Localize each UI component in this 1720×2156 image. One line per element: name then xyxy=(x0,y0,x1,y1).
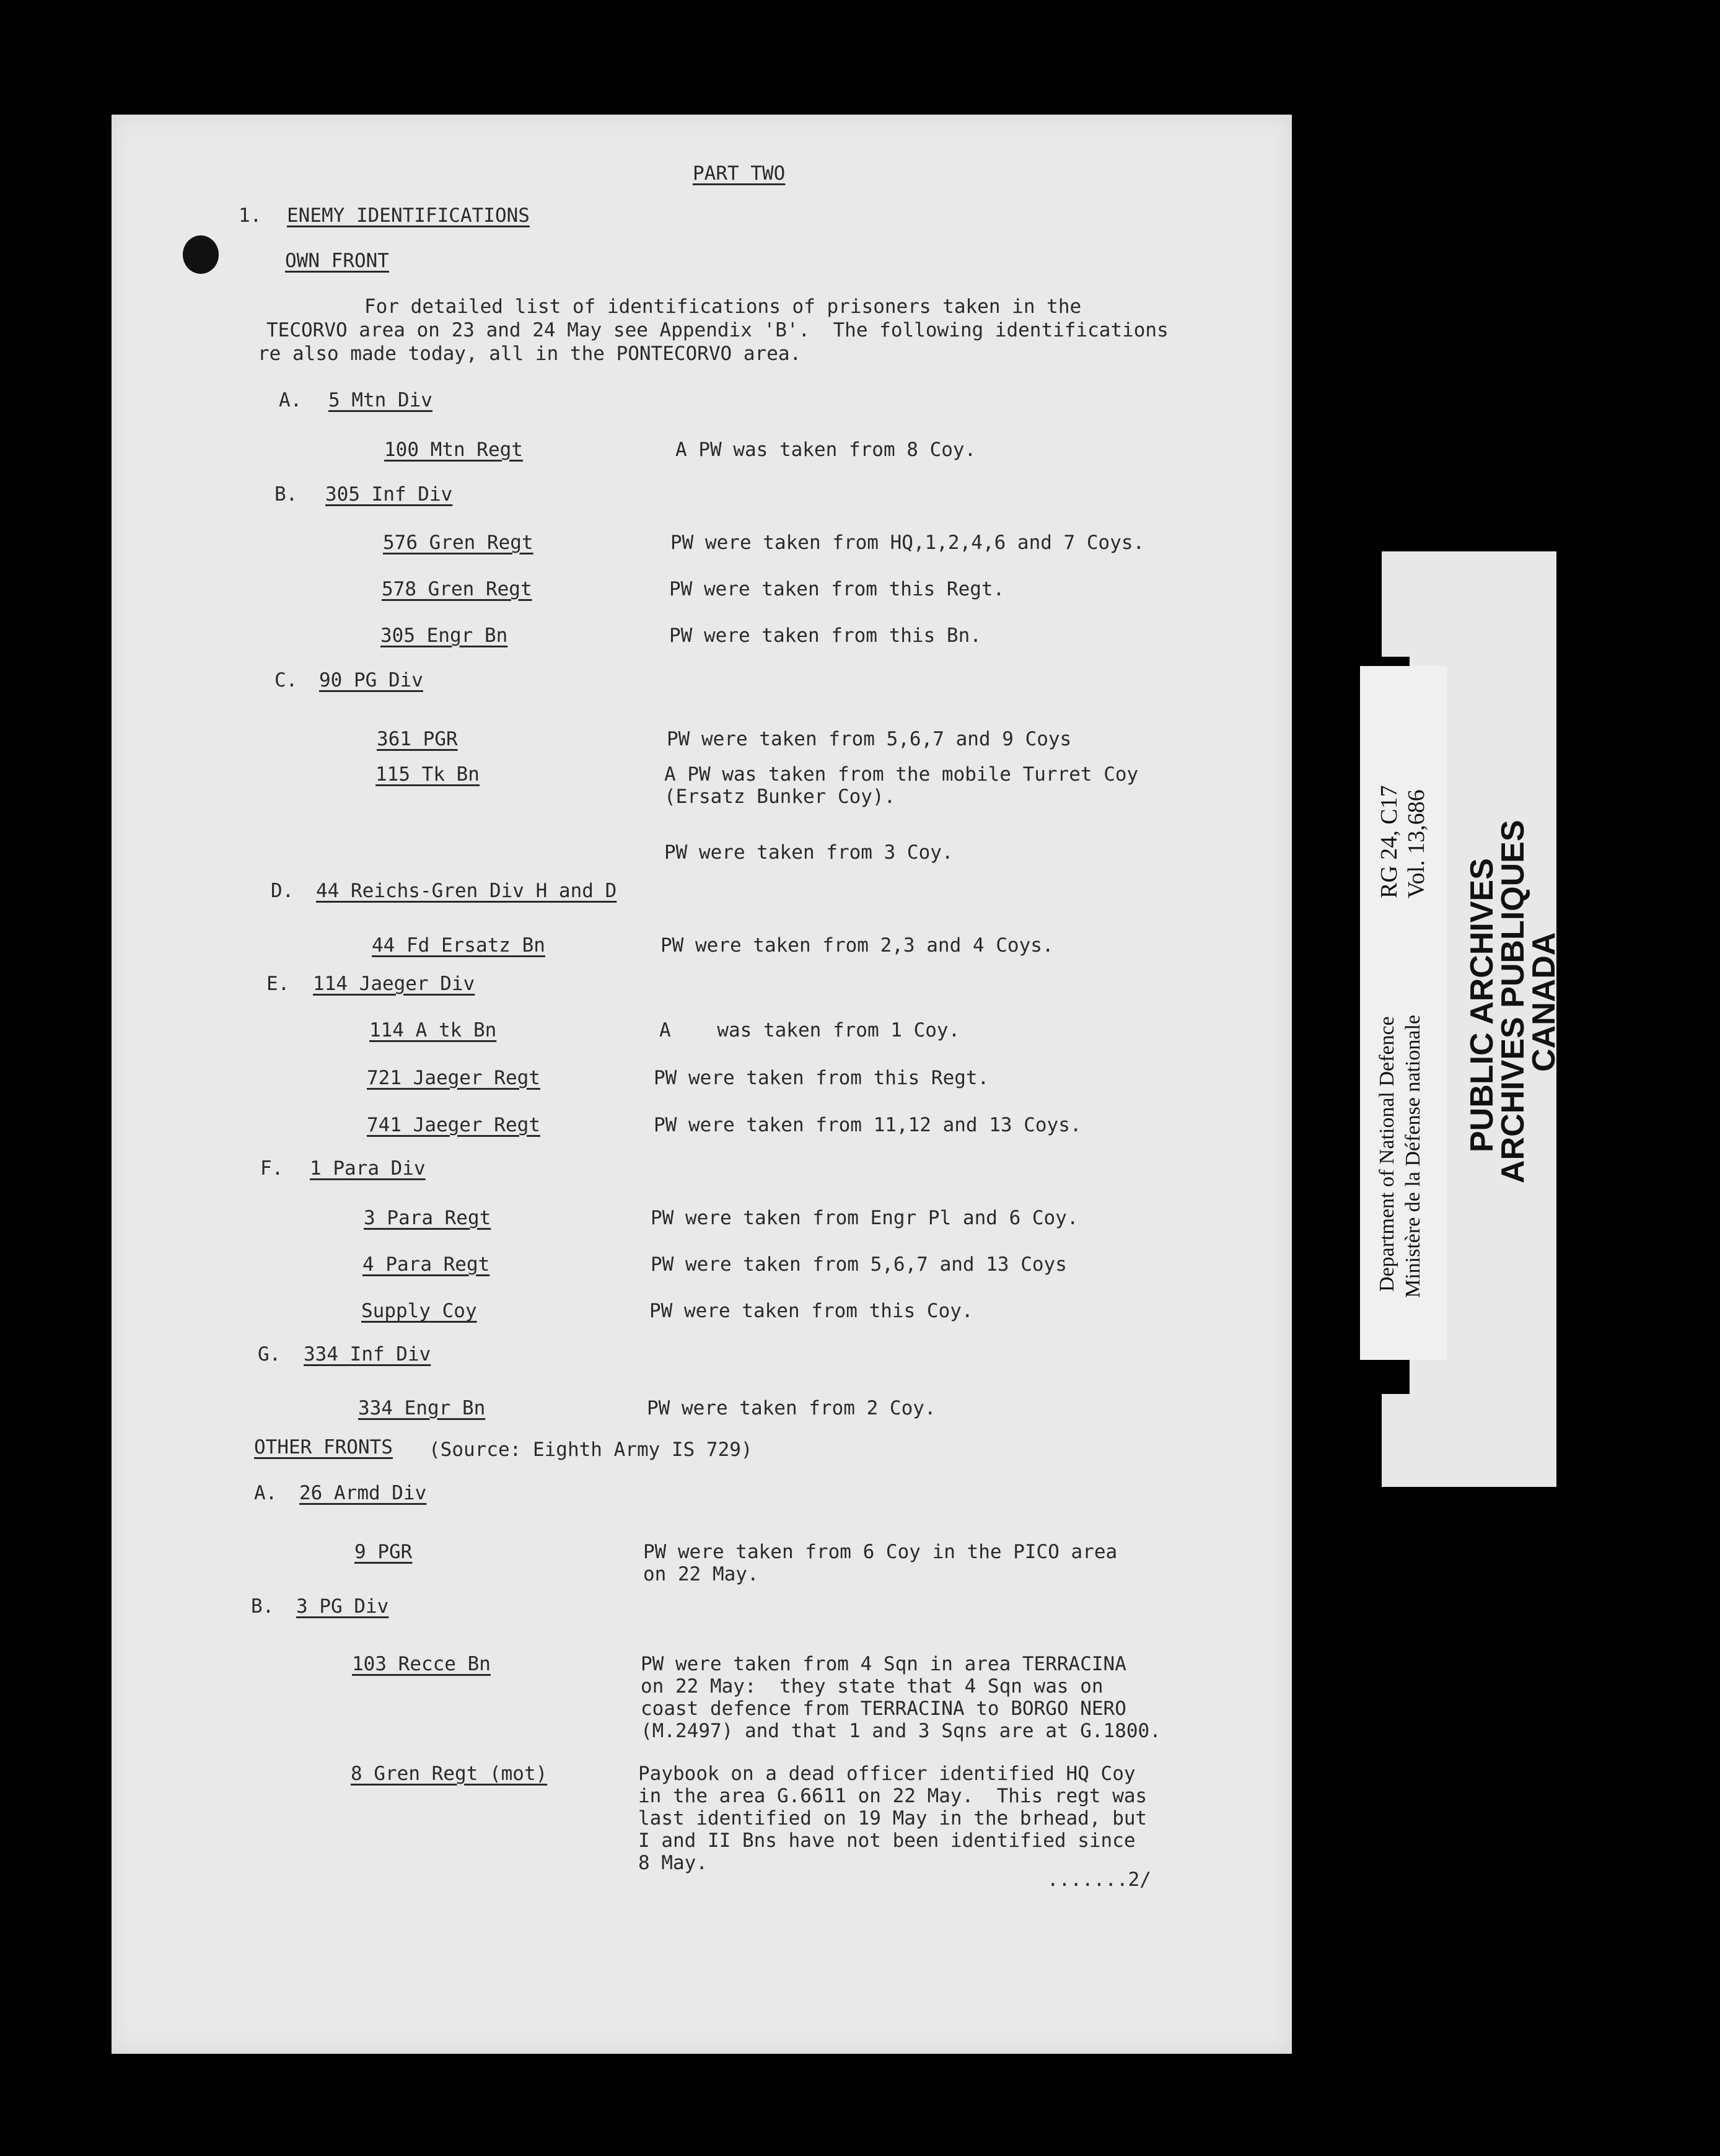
division-letter: G. xyxy=(258,1343,281,1365)
unit-name: 114 A tk Bn xyxy=(369,1019,497,1041)
archive-dept-fr: Ministère de la Défense nationale xyxy=(1402,1015,1424,1298)
unit-name: 578 Gren Regt xyxy=(382,578,532,600)
unit-note: in the area G.6611 on 22 May. This regt was xyxy=(638,1785,1147,1807)
unit-name: 44 Fd Ersatz Bn xyxy=(372,934,545,957)
division-name: 334 Inf Div xyxy=(304,1343,431,1365)
division-name: 90 PG Div xyxy=(319,669,423,691)
intro-line: TECORVO area on 23 and 24 May see Appendix 'B'. The following identifications xyxy=(266,319,1169,341)
section-number: 1. xyxy=(239,204,262,227)
unit-note: Paybook on a dead officer identified HQ Coy xyxy=(638,1763,1136,1785)
unit-note: PW were taken from 6 Coy in the PICO area xyxy=(643,1541,1118,1563)
unit-note: PW were taken from Engr Pl and 6 Coy. xyxy=(651,1207,1079,1229)
other-fronts-heading: OTHER FRONTS xyxy=(254,1436,393,1458)
unit-note: PW were taken from 2 Coy. xyxy=(647,1397,936,1419)
unit-note: A PW was taken from 8 Coy. xyxy=(675,439,976,461)
unit-note: PW were taken from HQ,1,2,4,6 and 7 Coys. xyxy=(670,532,1145,554)
section-title: ENEMY IDENTIFICATIONS xyxy=(287,204,530,227)
unit-note: last identified on 19 May in the brhead, but xyxy=(638,1807,1147,1830)
unit-note: PW were taken from 11,12 and 13 Coys. xyxy=(654,1114,1082,1136)
unit-note: PW were taken from 4 Sqn in area TERRACINA xyxy=(641,1653,1126,1675)
division-letter: F. xyxy=(260,1157,284,1180)
unit-note: PW were taken from 5,6,7 and 13 Coys xyxy=(651,1253,1067,1276)
unit-note: A PW was taken from the mobile Turret Coy xyxy=(664,763,1139,786)
unit-name: 741 Jaeger Regt xyxy=(367,1114,540,1136)
unit-name: 361 PGR xyxy=(377,728,458,750)
unit-note: PW were taken from 3 Coy. xyxy=(664,841,954,864)
archive-title-fr: ARCHIVES PUBLIQUES xyxy=(1495,820,1531,1183)
punch-hole xyxy=(183,235,219,274)
unit-name: 4 Para Regt xyxy=(362,1253,490,1276)
division-letter: B. xyxy=(251,1595,274,1618)
archive-ref-rg: RG 24, C17 xyxy=(1376,785,1402,898)
division-letter: A. xyxy=(279,389,302,411)
division-name: 3 PG Div xyxy=(296,1595,389,1618)
unit-note: I and II Bns have not been identified since xyxy=(638,1830,1136,1852)
unit-name: 9 PGR xyxy=(354,1541,413,1563)
continuation-marker: .......2/ xyxy=(1047,1869,1151,1891)
unit-note: PW were taken from 5,6,7 and 9 Coys xyxy=(667,728,1072,750)
unit-note: PW were taken from this Bn. xyxy=(669,624,981,647)
division-name: 114 Jaeger Div xyxy=(313,973,475,995)
unit-name: 305 Engr Bn xyxy=(380,624,508,647)
unit-note: PW were taken from this Regt. xyxy=(654,1067,989,1089)
unit-name: 3 Para Regt xyxy=(364,1207,491,1229)
unit-name: 576 Gren Regt xyxy=(383,532,533,554)
division-name: 305 Inf Div xyxy=(325,483,453,506)
division-letter: C. xyxy=(274,669,298,691)
unit-note: 8 May. xyxy=(638,1852,708,1874)
division-name: 44 Reichs-Gren Div H and D xyxy=(316,880,617,902)
unit-name: 8 Gren Regt (mot) xyxy=(351,1763,548,1785)
division-name: 26 Armd Div xyxy=(299,1482,427,1504)
archive-dept-en: Department of National Defence xyxy=(1376,1016,1398,1292)
unit-note: (M.2497) and that 1 and 3 Sqns are at G.1800. xyxy=(641,1720,1161,1742)
unit-note: PW were taken from 2,3 and 4 Coys. xyxy=(660,934,1054,957)
division-letter: D. xyxy=(271,880,294,902)
archive-title-en: PUBLIC ARCHIVES xyxy=(1464,858,1500,1152)
archive-ref-vol: Vol. 13,686 xyxy=(1403,789,1429,898)
division-letter: E. xyxy=(266,973,290,995)
intro-line: For detailed list of identifications of prisoners taken in the xyxy=(364,296,1082,318)
unit-note: PW were taken from this Regt. xyxy=(669,578,1005,600)
division-letter: B. xyxy=(274,483,298,506)
intro-line: re also made today, all in the PONTECORVO area. xyxy=(258,343,802,365)
unit-name: 334 Engr Bn xyxy=(358,1397,486,1419)
unit-note: (Ersatz Bunker Coy). xyxy=(664,786,896,808)
unit-name: 115 Tk Bn xyxy=(375,763,480,786)
unit-note: on 22 May. xyxy=(643,1563,759,1585)
own-front-heading: OWN FRONT xyxy=(285,250,389,272)
unit-name: 103 Recce Bn xyxy=(352,1653,491,1675)
division-name: 5 Mtn Div xyxy=(328,389,432,411)
division-letter: A. xyxy=(254,1482,278,1504)
archive-country: CANADA xyxy=(1526,932,1562,1072)
unit-name: 100 Mtn Regt xyxy=(384,439,523,461)
unit-name: Supply Coy xyxy=(361,1300,477,1322)
unit-note: on 22 May: they state that 4 Sqn was on xyxy=(641,1675,1104,1698)
division-name: 1 Para Div xyxy=(310,1157,426,1180)
unit-note: PW were taken from this Coy. xyxy=(649,1300,973,1322)
unit-note: coast defence from TERRACINA to BORGO NERO xyxy=(641,1698,1126,1720)
page-heading: PART TWO xyxy=(693,162,786,185)
other-fronts-source: (Source: Eighth Army IS 729) xyxy=(429,1439,753,1461)
unit-note: A was taken from 1 Coy. xyxy=(659,1019,960,1041)
unit-name: 721 Jaeger Regt xyxy=(367,1067,540,1089)
